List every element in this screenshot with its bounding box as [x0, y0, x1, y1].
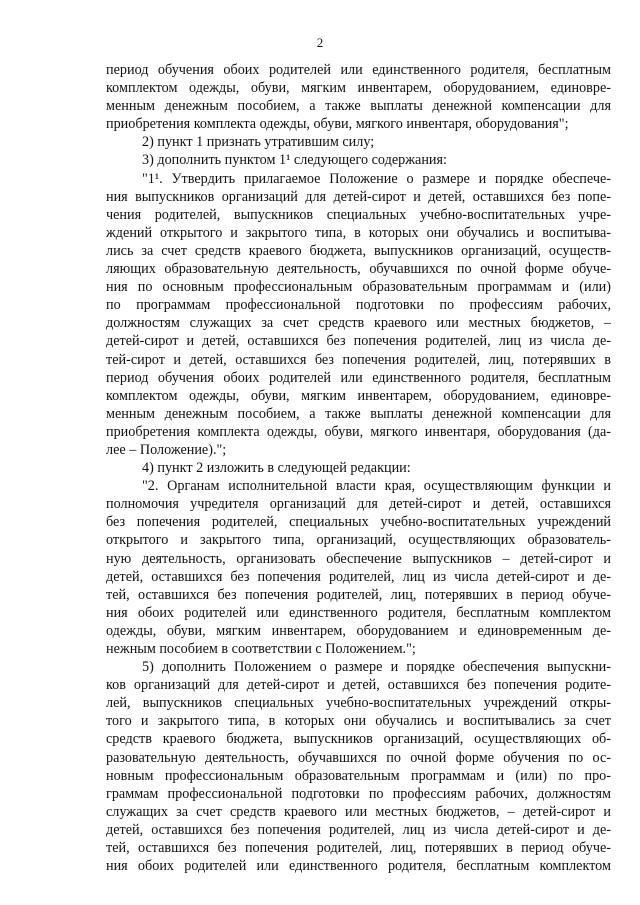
text-line: того и закрытого типа, в которых они обучались и воспитывались за счет [106, 713, 611, 730]
body-text [106, 61, 611, 875]
text-line: тей, оставшихся без попечения родителей, лиц, потерявших в период обуче- [106, 840, 611, 857]
text-line: ждений открытого и закрытого типа, в которых они обучались и воспитыва- [106, 224, 611, 241]
text-line: ков организаций для детей-сирот и детей, оставшихся без попечения родите- [106, 677, 611, 694]
text-line: новным профессиональным образовательным программам и (или) по про- [106, 767, 611, 784]
text-line: 3) дополнить пунктом 1¹ следующего содержания: [142, 152, 447, 169]
text-line: служащих за счет средств краевого или местных бюджетов, – детей-сирот и [106, 803, 611, 820]
page-number: 2 [316, 35, 324, 50]
text-line: 5) дополнить Положением о размере и порядке обеспечения выпускни- [142, 659, 611, 676]
text-line: лее – Положение)."; [106, 441, 227, 458]
text-line: ния обоих родителей или единственного родителя, бесплатным комплектом [106, 858, 611, 875]
text-line: тей-сирот и детей, оставшихся без попечения родителей, лиц, потерявших в [106, 351, 611, 368]
text-line: комплектом одежды, обуви, мягким инвентарем, оборудованием, единовре- [106, 80, 611, 97]
text-line: приобретения комплекта одежды, обуви, мягкого инвентаря, оборудования (да- [106, 423, 611, 440]
text-line: разовательную деятельность, обучавшихся по очной форме обучения по ос- [106, 749, 611, 766]
text-line: ния обоих родителей или единственного родителя, бесплатным комплектом [106, 604, 611, 621]
text-line: период обучения обоих родителей или единственного родителя, бесплатным [106, 62, 611, 78]
text-line: нежным пособием в соответствии с Положением."; [106, 641, 416, 657]
text-line: полномочия учредителя организаций для детей-сирот и детей, оставшихся [106, 496, 611, 513]
text-line: детей, оставшихся без попечения родителей, лиц из числа детей-сирот и де- [106, 821, 611, 838]
text-line: ния выпускников организаций для детей-сирот и детей, оставшихся без попе- [106, 188, 611, 205]
text-line: средств краевого бюджета, выпускников организаций, осуществляющих об- [106, 731, 611, 748]
text-line: ную деятельность, организовать обеспечение выпускников – детей-сирот и [106, 550, 611, 567]
text-line: детей, оставшихся без попечения родителей, лиц из числа детей-сирот и де- [106, 568, 611, 585]
text-line: менным денежным пособием, а также выплаты денежной компенсации для [106, 98, 611, 115]
text-line: одежды, обуви, мягким инвентарем, оборудованием и единовременным де- [106, 622, 611, 639]
text-line: чения родителей, выпускников специальных учебно-воспитательных учре- [106, 206, 611, 223]
text-line: "2. Органам исполнительной власти края, осуществляющим функции и [142, 478, 611, 495]
text-line: тей, оставшихся без попечения родителей, лиц, потерявших в период обуче- [106, 586, 611, 603]
text-line: менным денежным пособием, а также выплаты денежной компенсации для [106, 405, 611, 422]
text-line: лей, выпускников специальных учебно-воспитательных учреждений откры- [106, 695, 611, 712]
text-line: должностям служащих за счет средств краевого или местных бюджетов, – [106, 315, 611, 332]
text-line: комплектом одежды, обуви, мягким инвентарем, оборудованием, единовре- [106, 387, 611, 404]
text-line: приобретения комплекта одежды, обуви, мягкого инвентаря, оборудования"; [106, 116, 569, 133]
text-line: 2) пункт 1 признать утратившим силу; [142, 134, 375, 151]
text-line: 4) пункт 2 изложить в следующей редакции: [142, 460, 411, 477]
text-line: лись за счет средств краевого бюджета, выпускников организаций, осуществ- [106, 242, 611, 259]
text-line: период обучения обоих родителей или единственного родителя, бесплатным [106, 369, 611, 386]
text-line: ния по основным профессиональным образовательным программам и (или) [106, 279, 611, 296]
text-line: "1¹. Утвердить прилагаемое Положение о размере и порядке обеспече- [142, 170, 611, 187]
text-line: ляющих образовательную деятельность, обучавшихся по очной форме обуче- [106, 261, 611, 278]
text-line: без попечения родителей, специальных учебно-воспитательных учреждений [106, 514, 611, 531]
text-line: открытого и закрытого типа, организаций, осуществляющих образователь- [106, 532, 611, 549]
text-line: детей-сирот и детей, оставшихся без попечения родителей, лиц из числа де- [106, 333, 611, 350]
text-line: граммам профессиональной подготовки по профессиям рабочих, должностям [106, 785, 611, 802]
text-line: по программам профессиональной подготовки по профессиям рабочих, [106, 297, 611, 314]
